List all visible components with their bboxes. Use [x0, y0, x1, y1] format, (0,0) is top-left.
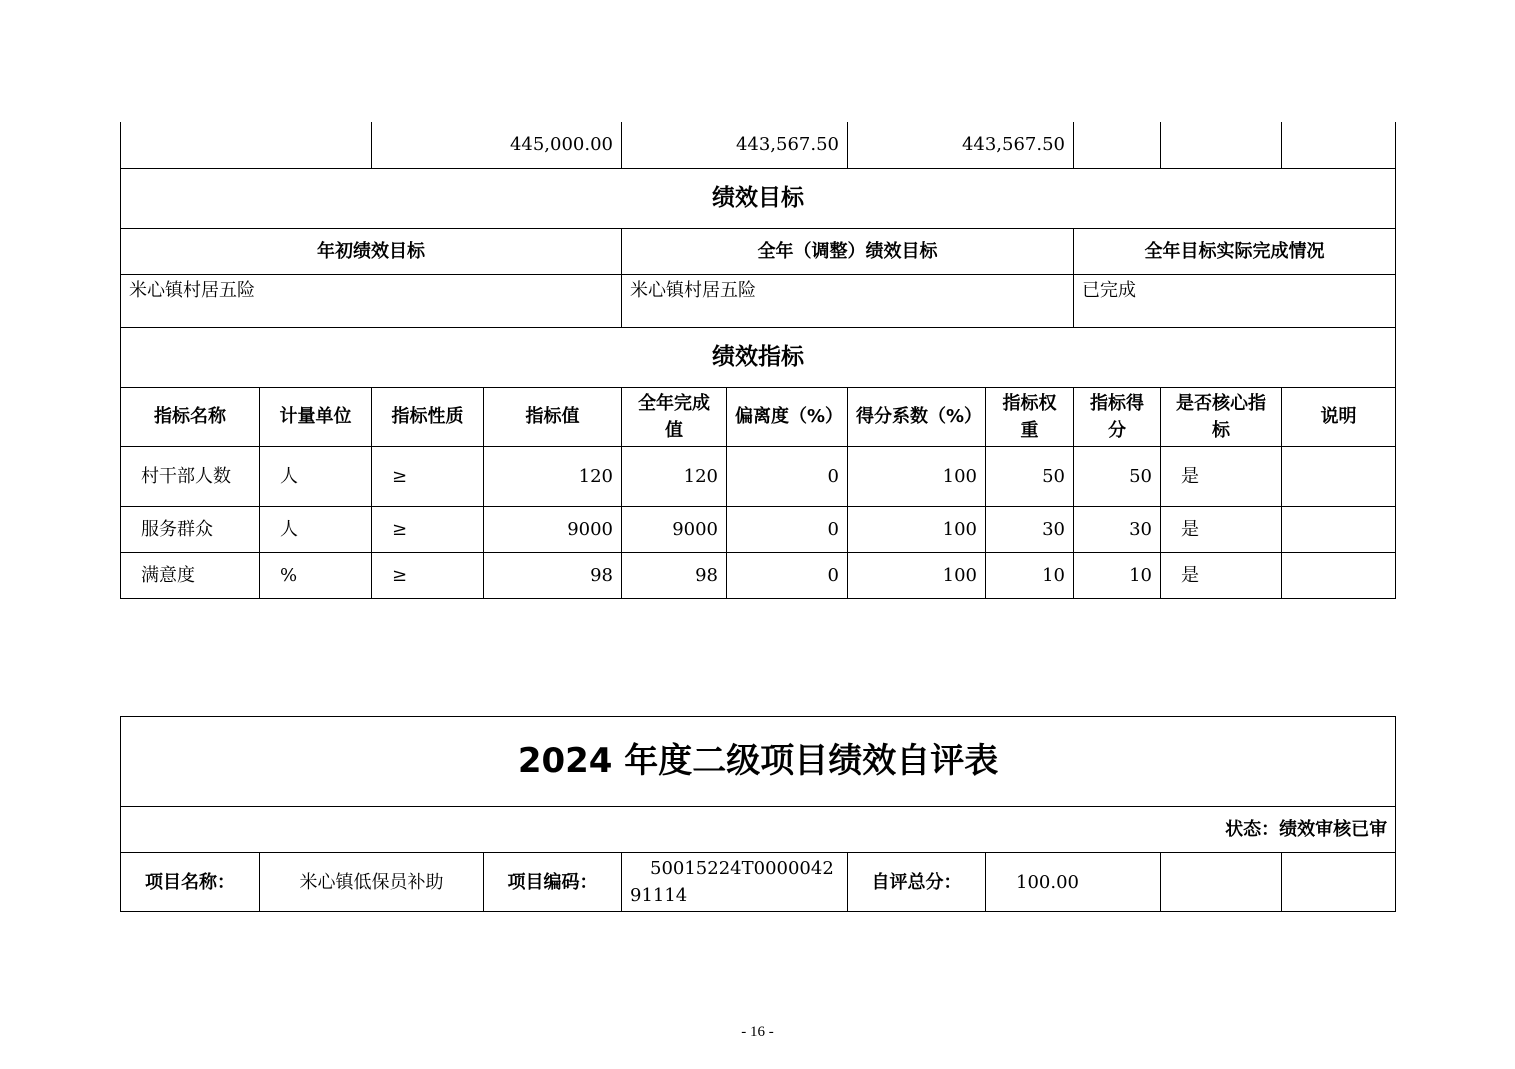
- indicator-deviation: 0: [727, 552, 848, 598]
- indicator-coef: 100: [848, 552, 986, 598]
- goals-col-adjusted: 全年（调整）绩效目标: [622, 228, 1074, 274]
- page-number: - 16 -: [741, 1024, 774, 1040]
- budget-cell-3: 443,567.50: [848, 122, 1074, 168]
- indicator-header: 说明: [1282, 387, 1396, 446]
- indicator-weight: 10: [986, 552, 1074, 598]
- indicator-note: [1282, 446, 1396, 506]
- indicator-core: 是: [1161, 506, 1282, 552]
- indicator-header: 指标性质: [372, 387, 484, 446]
- budget-row: [121, 122, 1396, 168]
- indicator-header: 指标得分: [1074, 387, 1161, 446]
- indicator-header: 全年完成值: [622, 387, 727, 446]
- indicators-header-row: [121, 387, 1396, 446]
- table-row: [121, 446, 1396, 506]
- project-code-label: 项目编码：: [484, 853, 622, 912]
- indicator-deviation: 0: [727, 446, 848, 506]
- indicator-weight: 30: [986, 506, 1074, 552]
- indicator-target: 9000: [484, 506, 622, 552]
- indicator-actual: 9000: [622, 506, 727, 552]
- indicator-score: 10: [1074, 552, 1161, 598]
- indicator-core: 是: [1161, 446, 1282, 506]
- indicator-score: 30: [1074, 506, 1161, 552]
- indicator-core: 是: [1161, 552, 1282, 598]
- indicator-header: 指标名称: [121, 387, 260, 446]
- empty-cell: [1161, 853, 1282, 912]
- indicator-deviation: 0: [727, 506, 848, 552]
- indicator-note: [1282, 506, 1396, 552]
- self-score-label: 自评总分：: [848, 853, 986, 912]
- status-badge: 状态：绩效审核已审: [121, 807, 1396, 853]
- indicator-score: 50: [1074, 446, 1161, 506]
- indicator-target: 120: [484, 446, 622, 506]
- indicator-nature: ≥: [372, 506, 484, 552]
- indicator-name: 服务群众: [121, 506, 260, 552]
- indicator-actual: 98: [622, 552, 727, 598]
- performance-table: [120, 122, 1396, 599]
- indicator-coef: 100: [848, 506, 986, 552]
- indicator-nature: ≥: [372, 446, 484, 506]
- indicator-note: [1282, 552, 1396, 598]
- budget-cell-empty: [1074, 122, 1161, 168]
- budget-cell-2: 443,567.50: [622, 122, 848, 168]
- indicator-name: 满意度: [121, 552, 260, 598]
- indicator-unit: 人: [260, 446, 372, 506]
- indicator-header: 计量单位: [260, 387, 372, 446]
- indicator-header: 指标值: [484, 387, 622, 446]
- budget-cell-1: 445,000.00: [372, 122, 622, 168]
- indicator-unit: %: [260, 552, 372, 598]
- goals-initial-value: 米心镇村居五险: [121, 274, 622, 327]
- table-row: [121, 552, 1396, 598]
- self-evaluation-form: [120, 716, 1396, 912]
- indicator-coef: 100: [848, 446, 986, 506]
- goals-adjusted-value: 米心镇村居五险: [622, 274, 1074, 327]
- form-title: 2024 年度二级项目绩效自评表: [121, 717, 1396, 807]
- indicators-section-title: 绩效指标: [121, 327, 1396, 387]
- empty-cell: [1282, 853, 1396, 912]
- project-name-label: 项目名称：: [121, 853, 260, 912]
- indicator-actual: 120: [622, 446, 727, 506]
- table-row: [121, 506, 1396, 552]
- indicator-header: 指标权重: [986, 387, 1074, 446]
- budget-cell-empty: [121, 122, 372, 168]
- indicator-header: 是否核心指标: [1161, 387, 1282, 446]
- goals-col-initial: 年初绩效目标: [121, 228, 622, 274]
- indicator-header: 得分系数（%）: [848, 387, 986, 446]
- goals-section-title: 绩效目标: [121, 168, 1396, 228]
- self-score-value: 100.00: [986, 853, 1161, 912]
- goals-actual-value: 已完成: [1074, 274, 1396, 327]
- budget-cell-empty: [1282, 122, 1396, 168]
- budget-cell-empty: [1161, 122, 1282, 168]
- indicator-target: 98: [484, 552, 622, 598]
- project-name-value: 米心镇低保员补助: [260, 853, 484, 912]
- indicator-name: 村干部人数: [121, 446, 260, 506]
- goals-col-actual: 全年目标实际完成情况: [1074, 228, 1396, 274]
- indicator-nature: ≥: [372, 552, 484, 598]
- project-code-value: 50015224T000004291114: [622, 853, 848, 912]
- indicator-weight: 50: [986, 446, 1074, 506]
- indicator-header: 偏离度（%）: [727, 387, 848, 446]
- indicator-unit: 人: [260, 506, 372, 552]
